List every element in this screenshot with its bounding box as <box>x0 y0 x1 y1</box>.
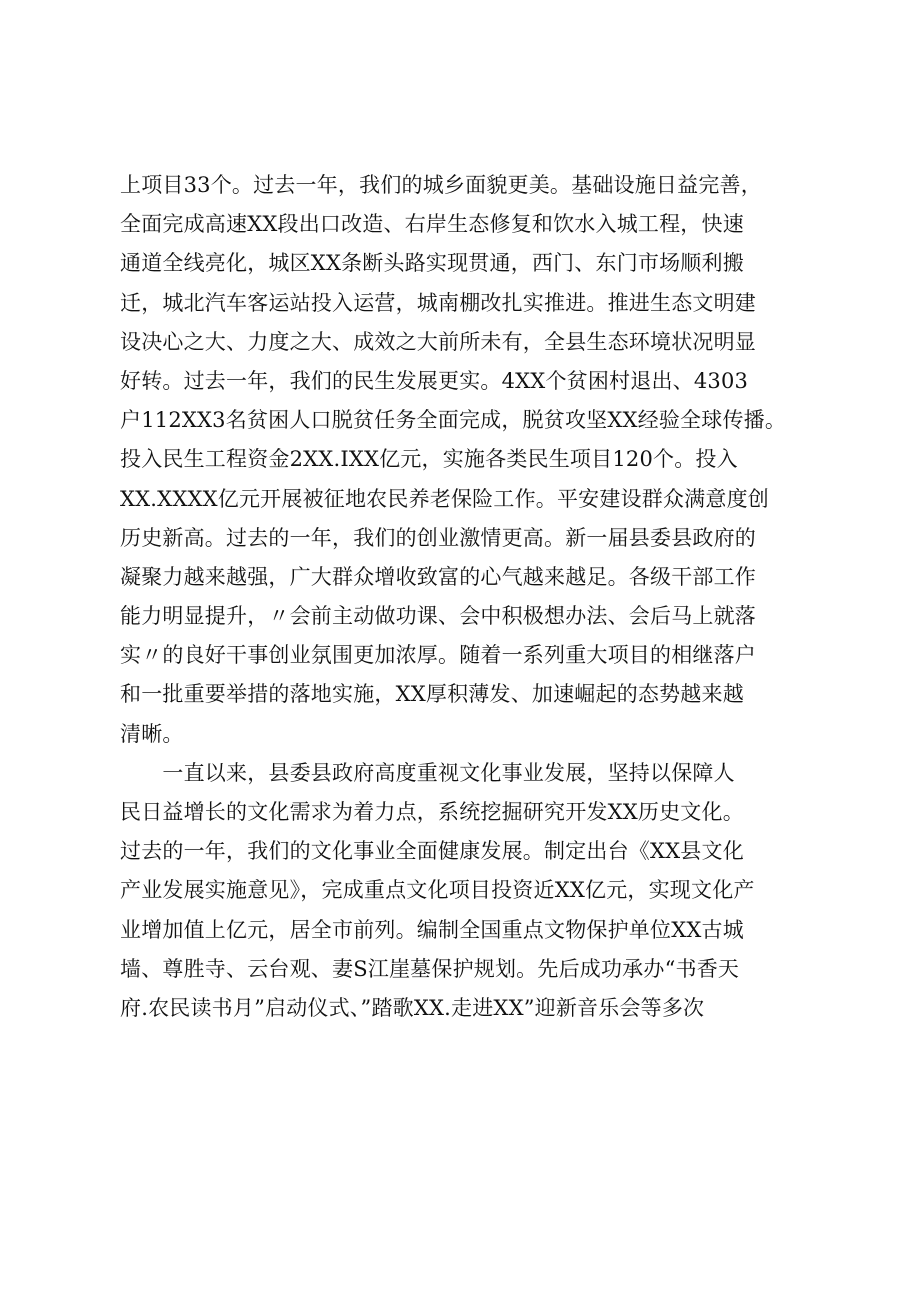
text-line: 产业发展实施意见》，完成重点文化项目投资近XX亿元，实现文化产 <box>120 878 755 903</box>
text-line: 设决心之大、力度之大、成效之大前所未有，全县生态环境状况明显 <box>120 329 756 354</box>
text-line: 户112XX3名贫困人口脱贫任务全面完成，脱贫攻坚XX经验全球传播。 <box>120 408 787 433</box>
text-line: 全面完成高速XX段出口改造、右岸生态修复和饮水入城工程，快速 <box>120 212 744 237</box>
text-line: XX.XXXX亿元开展被征地农民养老保险工作。平安建设群众满意度创 <box>120 486 769 511</box>
text-line: 上项目33个。过去一年，我们的城乡面貌更美。基础设施日益完善， <box>120 173 762 197</box>
text-line: 民日益增长的文化需求为着力点，系统挖掘研究开发XX历史文化。 <box>120 800 744 824</box>
text-line: 清晰。 <box>120 721 184 746</box>
text-line: 迁，城北汽车客运站投入运营，城南棚改扎实推进。推进生态文明建 <box>120 290 756 315</box>
text-line: 通道全线亮化，城区XX条断头路实现贯通，西门、东门市场顺利搬 <box>120 251 744 276</box>
text-line: 过去的一年，我们的文化事业全面健康发展。制定出台《XX县文化 <box>120 839 744 864</box>
text-line: 实〃的良好干事创业氛围更加浓厚。随着一系列重大项目的相继落户 <box>120 643 756 668</box>
text-line: 能力明显提升，〃会前主动做功课、会中积极想办法、会后马上就落 <box>120 604 756 629</box>
text-line: 投入民生工程资金2XX.IXX亿元，实施各类民生项目120个。投入 <box>120 447 738 472</box>
text-line: 好转。过去一年，我们的民生发展更实。4XX个贫困村退出、4303 <box>120 368 749 393</box>
text-line: 业增加值上亿元，居全市前列。编制全国重点文物保护单位XX古城 <box>120 917 744 942</box>
text-line: 凝聚力越来越强，广大群众增收致富的心气越来越足。各级干部工作 <box>120 564 756 589</box>
text-line: 府.农民读书月”启动仪式、”踏歌XX.走进XX”迎新音乐会等多次 <box>120 995 705 1020</box>
text-line: 和一批重要举措的落地实施，XX厚积薄发、加速崛起的态势越来越 <box>120 682 744 707</box>
paragraph-first-line: 一直以来，县委县政府高度重视文化事业发展，坚持以保障人 <box>120 760 735 785</box>
text-line: 历史新高。过去的一年，我们的创业激情更高。新一届县委县政府的 <box>120 525 756 550</box>
body-text <box>120 166 810 1028</box>
text-line: 墙、尊胜寺、云台观、妻S江崖墓保护规划。先后成功承办“书香天 <box>120 956 740 981</box>
